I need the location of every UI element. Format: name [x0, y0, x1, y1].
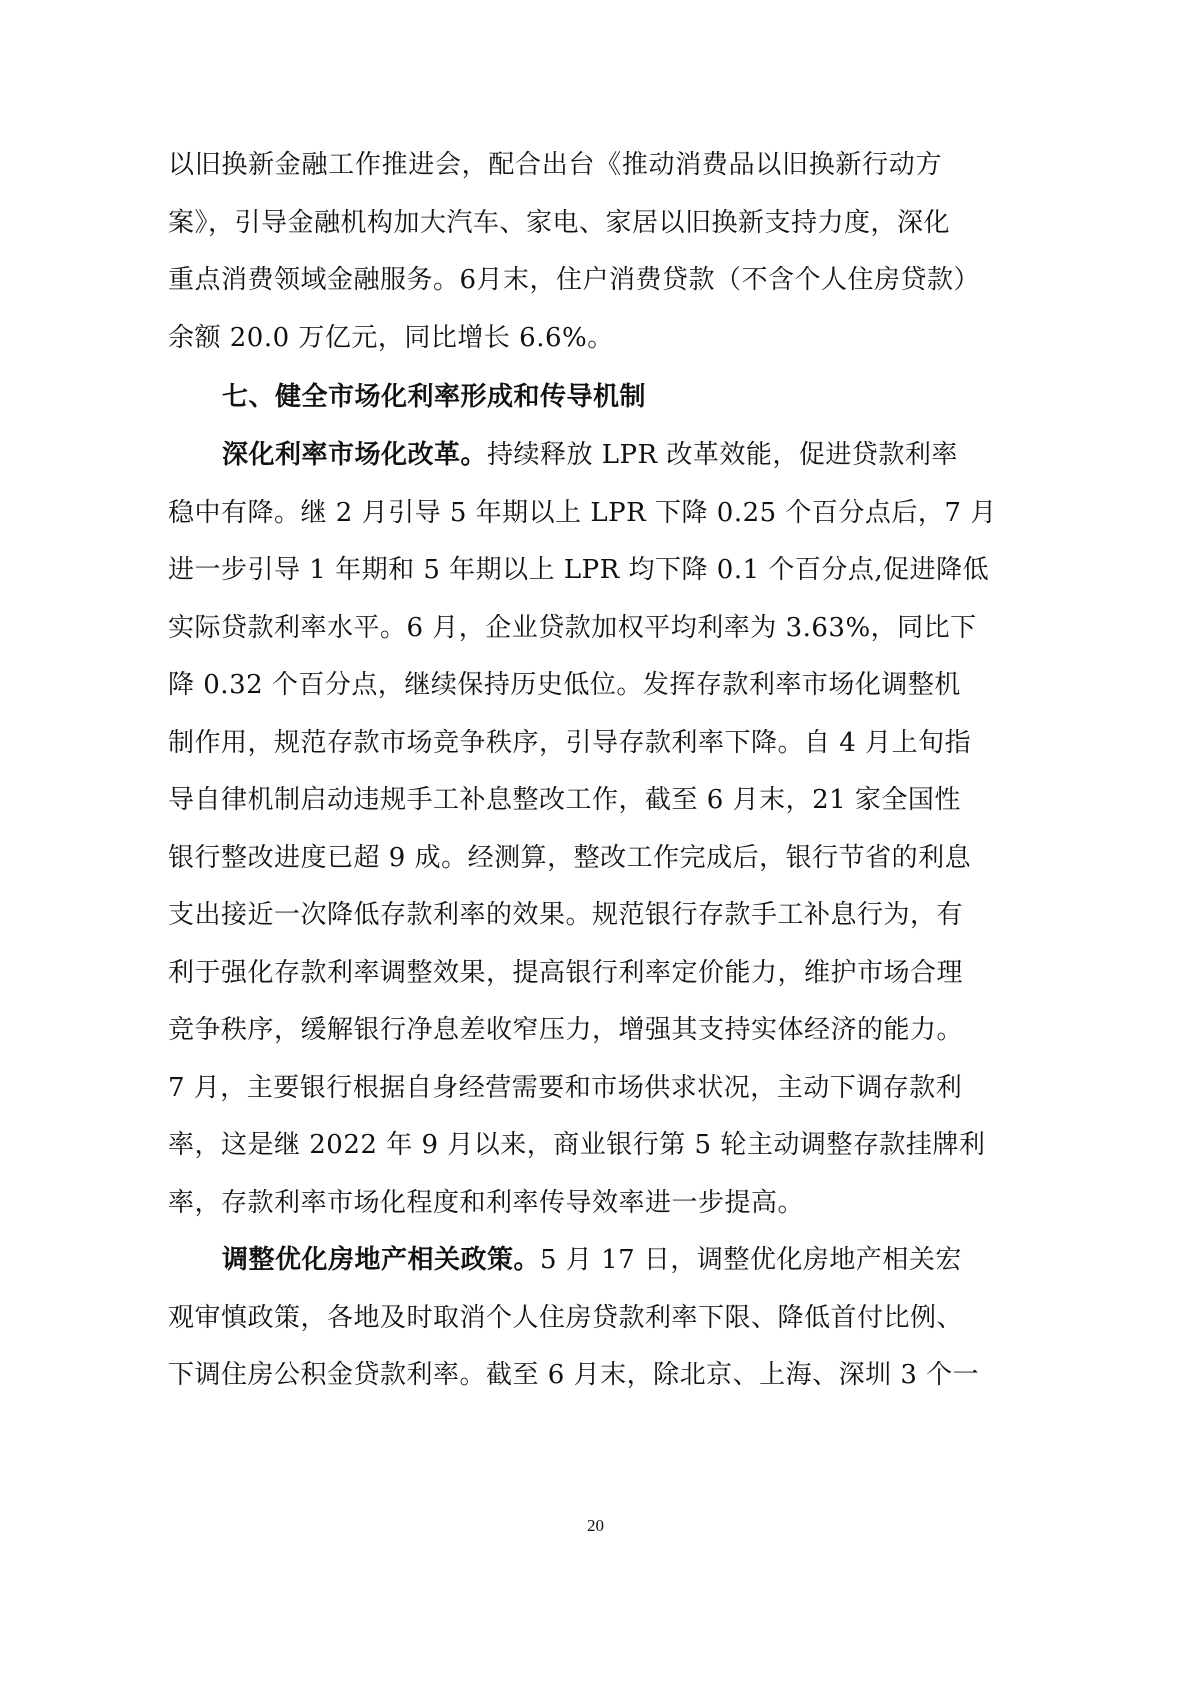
text-line: 案》，引导金融机构加大汽车、家电、家居以旧换新支持力度，深化: [168, 207, 951, 238]
paragraph-interest-rate-reform: [168, 427, 997, 1232]
text-line: 支出接近一次降低存款利率的效果。规范银行存款手工补息行为，有: [168, 900, 964, 930]
text-line: 利于强化存款利率调整效果，提高银行利率定价能力，维护市场合理: [168, 957, 964, 988]
paragraph-real-estate-policy: [168, 1232, 980, 1405]
text-line: 竞争秩序，缓解银行净息差收窄压力，增强其支持实体经济的能力。: [168, 1015, 964, 1045]
continued-paragraph: [168, 137, 981, 367]
page-body: [168, 137, 997, 1405]
text-line: 制作用，规范存款市场竞争秩序，引导存款利率下降。自 4 月上旬指: [168, 727, 972, 758]
text-line: 观审慎政策，各地及时取消个人住房贷款利率下限、降低首付比例、: [168, 1302, 964, 1333]
page-number: 20: [587, 1516, 604, 1535]
paragraph-lead: 调整优化房地产相关政策。: [222, 1245, 541, 1275]
text-line: 银行整改进度已超 9 成。经测算，整改工作完成后，银行节省的利息: [168, 842, 972, 873]
text-line-first: [168, 427, 958, 485]
text-line: 降 0.32 个百分点，继续保持历史低位。发挥存款利率市场化调整机: [168, 670, 961, 700]
text-line: 稳中有降。继 2 月引导 5 年期以上 LPR 下降 0.25 个百分点后，7 月: [168, 497, 997, 528]
text-line: 率，这是继 2022 年 9 月以来，商业银行第 5 轮主动调整存款挂牌利: [168, 1130, 986, 1160]
text-run: 5 月 17 日，调整优化房地产相关宏: [540, 1245, 962, 1275]
paragraph-lead: 深化利率市场化改革。: [222, 440, 488, 470]
text-line: 导自律机制启动违规手工补息整改工作，截至 6 月末，21 家全国性: [168, 785, 961, 815]
text-line: 7 月，主要银行根据自身经营需要和市场供求状况，主动下调存款利: [168, 1072, 963, 1103]
text-line: 进一步引导 1 年期和 5 年期以上 LPR 均下降 0.1 个百分点,促进降低: [168, 555, 990, 585]
text-line: 以旧换新金融工作推进会，配合出台《推动消费品以旧换新行动方: [168, 150, 942, 180]
text-run: 持续释放 LPR 改革效能，促进贷款利率: [487, 440, 958, 470]
text-line: 重点消费领域金融服务。6月末，住户消费贷款（不含个人住房贷款）: [168, 265, 981, 295]
text-line-first: [168, 1232, 962, 1290]
text-line: 率，存款利率市场化程度和利率传导效率进一步提高。: [168, 1187, 805, 1218]
text-line: 余额 20.0 万亿元，同比增长 6.6%。: [168, 322, 614, 353]
section-heading: 七、健全市场化利率形成和传导机制: [222, 382, 647, 412]
text-line: 下调住房公积金贷款利率。截至 6 月末，除北京、上海、深圳 3 个一: [168, 1360, 980, 1390]
text-line: 实际贷款利率水平。6 月，企业贷款加权平均利率为 3.63%，同比下: [168, 612, 977, 643]
